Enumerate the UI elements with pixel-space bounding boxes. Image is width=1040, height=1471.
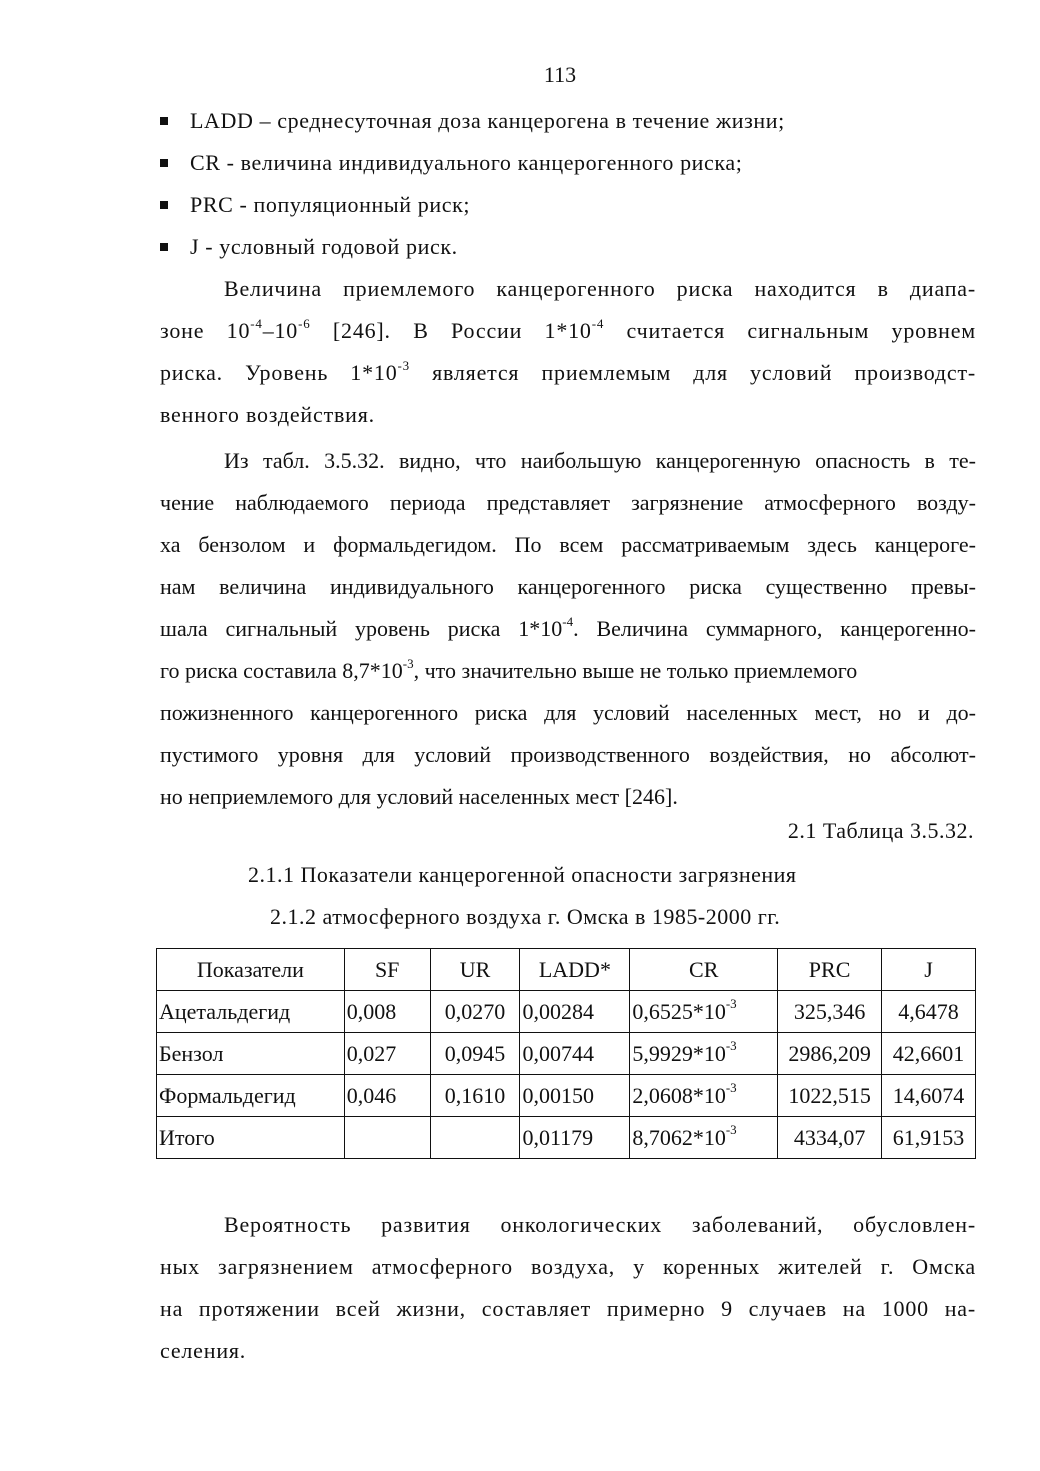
- cell-ur: 0,0945: [430, 1033, 520, 1075]
- cell-prc: 325,346: [778, 991, 882, 1033]
- cell-cr: $2,0608*10^{-3}$: [630, 1075, 778, 1117]
- table-row: [157, 1075, 976, 1117]
- paragraph-line: чение наблюдаемого периода представляет загрязнение атмосферного возду-: [160, 490, 976, 515]
- carcinogenic-risk-table: [156, 948, 976, 1159]
- cell-cr: $8,7062*10^{-3}$: [630, 1117, 778, 1159]
- paragraph-line: Вероятность развития онкологических заболеваний, обусловлен-: [224, 1212, 976, 1237]
- table-caption-line-1: 2.1.1 Показатели канцерогенной опасности загрязнения: [248, 862, 797, 887]
- bullet-item: [160, 100, 980, 142]
- paragraph-line: зоне $10^{-4}-10^{-6}$ [246]. В России $1*10^{-4}$ считается сигнальным уровнем: [160, 315, 977, 343]
- column-header: J: [882, 949, 976, 991]
- cell-ur: 0,1610: [430, 1075, 520, 1117]
- cell-ur: 0,0270: [430, 991, 520, 1033]
- paragraph-line: Величина приемлемого канцерогенного риска находится в диапа-: [224, 276, 976, 301]
- paragraph-line: Из табл. 3.5.32. видно, что наибольшую канцерогенную опасность в те-: [224, 448, 976, 473]
- cell-j: 61,9153: [882, 1117, 976, 1159]
- cell-prc: 2986,209: [778, 1033, 882, 1075]
- paragraph-oncology-probability: [160, 1204, 976, 1372]
- paragraph-line: на протяжении всей жизни, составляет примерно 9 случаев на 1000 на-: [160, 1296, 976, 1321]
- table-row-total: [157, 1117, 976, 1159]
- square-bullet-icon: [160, 159, 168, 167]
- square-bullet-icon: [160, 243, 168, 251]
- table-row: [157, 991, 976, 1033]
- column-header: UR: [430, 949, 520, 991]
- cell-prc: 1022,515: [778, 1075, 882, 1117]
- paragraph-line: нам величина индивидуального канцерогенного риска существенно превы-: [160, 574, 976, 599]
- paragraph-line: го риска составила $8,7*10^{-3}$, что значительно выше не только приемлемого: [160, 655, 858, 683]
- cell-sf: 0,046: [344, 1075, 430, 1117]
- table-row: [157, 1033, 976, 1075]
- cell-substance: Итого: [157, 1117, 345, 1159]
- paragraph-acceptable-risk: [160, 268, 976, 436]
- table-label: 2.1 Таблица 3.5.32.: [787, 818, 974, 843]
- cell-ur: [430, 1117, 520, 1159]
- cell-sf: 0,008: [344, 991, 430, 1033]
- paragraph-line: риска. Уровень $1*10^{-3}$ является приемлемым для условий производст-: [160, 357, 976, 385]
- square-bullet-icon: [160, 117, 168, 125]
- paragraph-line: ха бензолом и формальдегидом. По всем рассматриваемым здесь канцероге-: [160, 532, 976, 557]
- cell-j: 42,6601: [882, 1033, 976, 1075]
- column-header: PRC: [778, 949, 882, 991]
- paragraph-line: пустимого уровня для условий производственного воздействия, но абсолют-: [160, 742, 976, 767]
- cell-ladd: 0,00284: [520, 991, 630, 1033]
- table-header-row: [157, 949, 976, 991]
- bullet-item: [160, 184, 980, 226]
- column-header: CR: [630, 949, 778, 991]
- cell-ladd: 0,01179: [520, 1117, 630, 1159]
- cell-j: 14,6074: [882, 1075, 976, 1117]
- paragraph-line: пожизненного канцерогенного риска для условий населенных мест, но и до-: [160, 700, 976, 725]
- cell-j: 4,6478: [882, 991, 976, 1033]
- paragraph-table-analysis: [160, 440, 976, 818]
- bullet-item: [160, 226, 980, 268]
- cell-prc: 4334,07: [778, 1117, 882, 1159]
- cell-cr: $5,9929*10^{-3}$: [630, 1033, 778, 1075]
- square-bullet-icon: [160, 201, 168, 209]
- cell-cr: $0,6525*10^{-3}$: [630, 991, 778, 1033]
- bullet-text: CR - величина индивидуального канцерогенного риска;: [190, 150, 743, 175]
- paragraph-line: венного воздействия.: [160, 402, 375, 427]
- column-header: Показатели: [157, 949, 345, 991]
- bullet-list: [160, 100, 980, 268]
- cell-sf: [344, 1117, 430, 1159]
- cell-ladd: 0,00744: [520, 1033, 630, 1075]
- column-header: SF: [344, 949, 430, 991]
- page-number: 113: [543, 62, 577, 87]
- bullet-text: PRC - популяционный риск;: [190, 192, 471, 217]
- cell-substance: Ацетальдегид: [157, 991, 345, 1033]
- paragraph-line: селения.: [160, 1338, 247, 1363]
- table-caption-line-2: 2.1.2 атмосферного воздуха г. Омска в 1985-2000 гг.: [270, 904, 781, 929]
- cell-ladd: 0,00150: [520, 1075, 630, 1117]
- bullet-text: J - условный годовой риск.: [190, 234, 458, 259]
- cell-sf: 0,027: [344, 1033, 430, 1075]
- paragraph-line: ных загрязнением атмосферного воздуха, у коренных жителей г. Омска: [160, 1254, 976, 1279]
- bullet-text: LADD – среднесуточная доза канцерогена в течение жизни;: [190, 108, 785, 133]
- column-header: LADD*: [520, 949, 630, 991]
- paragraph-line: но неприемлемого для условий населенных мест [246].: [160, 784, 678, 809]
- paragraph-line: шала сигнальный уровень риска $1*10^{-4}$. Величина суммарного, канцерогенно-: [160, 613, 976, 641]
- bullet-item: [160, 142, 980, 184]
- cell-substance: Бензол: [157, 1033, 345, 1075]
- cell-substance: Формальдегид: [157, 1075, 345, 1117]
